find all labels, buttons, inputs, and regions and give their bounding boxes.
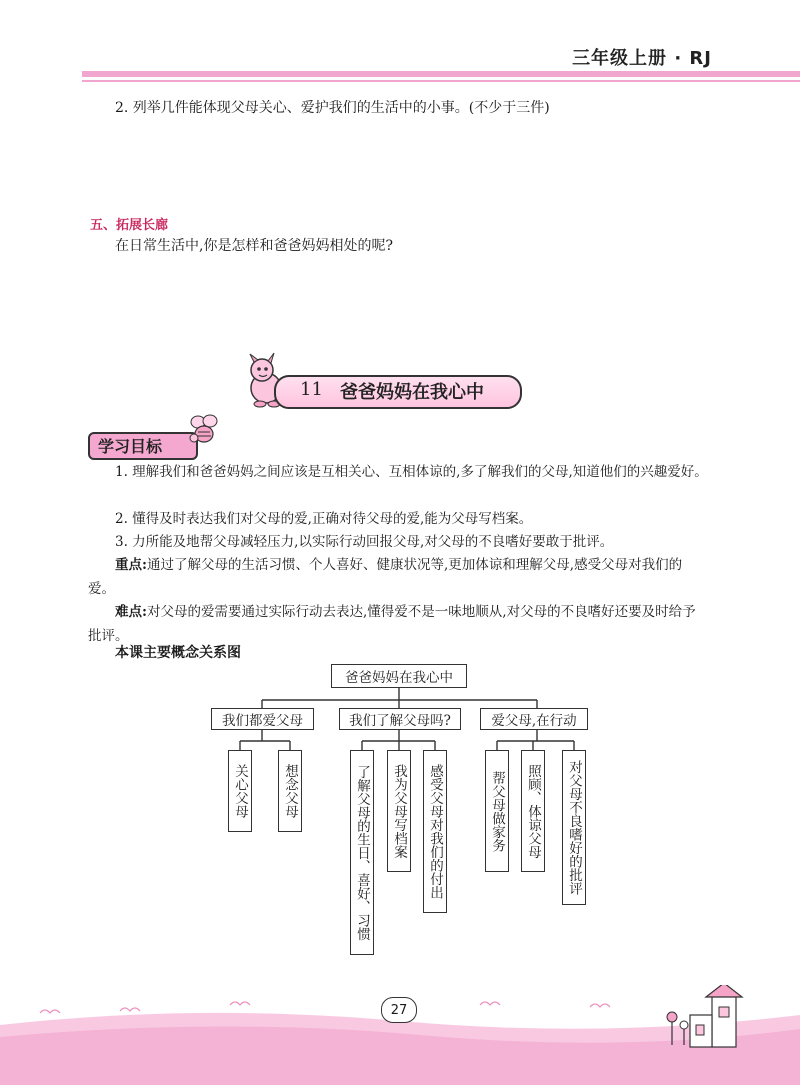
concept-leaf: 关心父母 [228, 750, 252, 832]
page-number: 27 [381, 997, 417, 1023]
concept-leaf: 想念父母 [278, 750, 302, 832]
goal-3: 3. 力所能及地帮父母减轻压力,以实际行动回报父母,对父母的不良嗜好要敢于批评。 [115, 534, 614, 550]
concept-branch-1: 我们都爱父母 [211, 708, 314, 730]
difficulty-point [88, 601, 708, 648]
header-band [82, 71, 800, 77]
concept-leaf: 对父母不良嗜好的批评 [562, 750, 586, 905]
lesson-number: 11 [300, 379, 323, 400]
key-point-label: 重点: [115, 557, 147, 573]
key-point [88, 554, 708, 601]
key-point-text: 通过了解父母的生活习惯、个人喜好、健康状况等,更加体谅和理解父母,感受父母对我们的爱。 [88, 557, 683, 597]
section-5-title: 五、拓展长廊 [90, 218, 169, 233]
concept-leaf: 我为父母写档案 [387, 750, 411, 872]
concept-leaf: 了解父母的生日、喜好、习惯 [350, 750, 374, 955]
header-rule [82, 80, 800, 82]
goal-2: 2. 懂得及时表达我们对父母的爱,正确对待父母的爱,能为父母写档案。 [115, 511, 533, 527]
concept-map-heading: 本课主要概念关系图 [115, 645, 241, 661]
section-5-question: 在日常生活中,你是怎样和爸爸妈妈相处的呢? [115, 238, 393, 254]
concept-leaf: 帮父母做家务 [485, 750, 509, 872]
lesson-title: 爸爸妈妈在我心中 [340, 382, 484, 403]
concept-branch-3: 爱父母,在行动 [480, 708, 588, 730]
difficulty-label: 难点: [115, 604, 147, 620]
concept-root: 爸爸妈妈在我心中 [331, 664, 467, 688]
difficulty-text: 对父母的爱需要通过实际行动去表达,懂得爱不是一味地顺从,对父母的不良嗜好还要及时给予批评。 [88, 604, 696, 644]
concept-leaf: 感受父母对我们的付出 [423, 750, 447, 913]
grade-label: 三年级上册 · RJ [572, 48, 712, 69]
tower-icon [690, 985, 742, 1047]
concept-branch-2: 我们了解父母吗? [339, 708, 461, 730]
learning-goals-label: 学习目标 [98, 437, 163, 456]
question-2: 2. 列举几件能体现父母关心、爱护我们的生活中的小事。(不少于三件) [115, 100, 550, 116]
bee-icon [186, 414, 220, 446]
concept-leaf: 照顾、体谅父母 [521, 750, 545, 872]
goal-1: 1. 理解我们和爸爸妈妈之间应该是互相关心、互相体谅的,多了解我们的父母,知道他们的兴趣爱好。 [115, 464, 708, 480]
